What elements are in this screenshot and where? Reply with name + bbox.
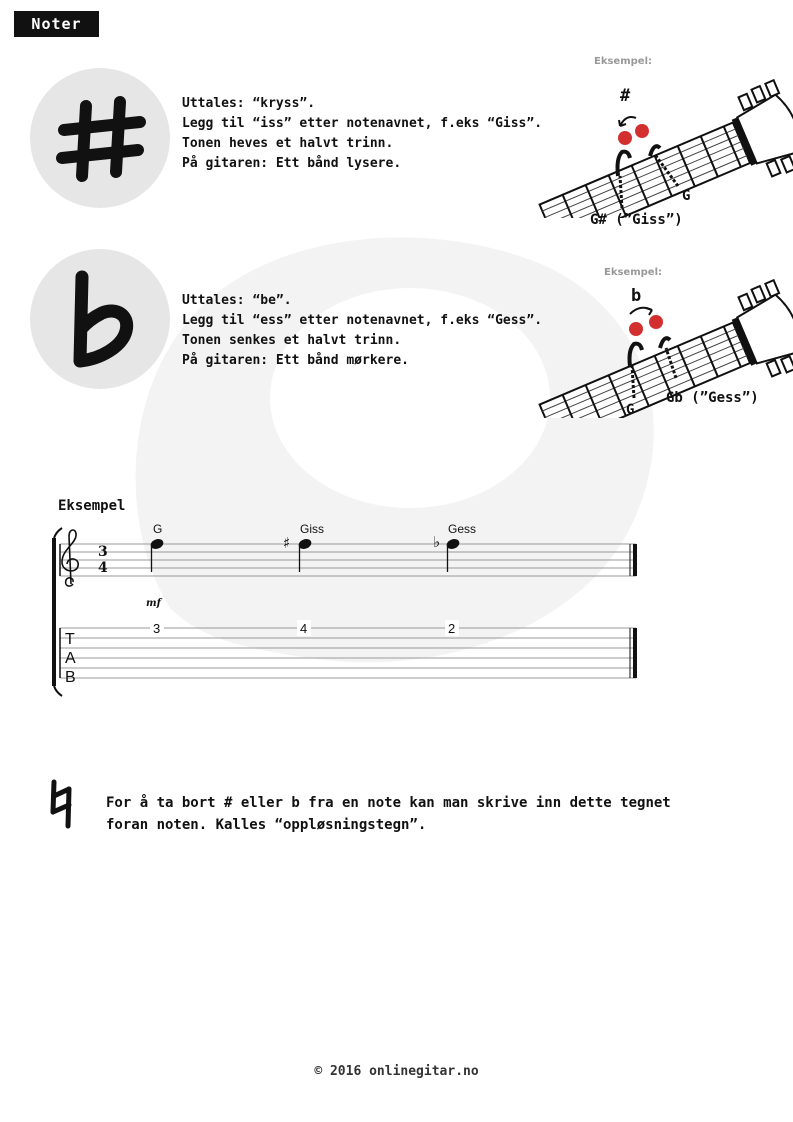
flat-line: Tonen senkes et halvt trinn. [182, 333, 402, 348]
sharp-accidental: ♯ [283, 534, 291, 552]
dynamic-marking: mf [146, 598, 161, 609]
flat-line: Legg til “ess” etter notenavnet, f.eks “Gess”. [182, 313, 543, 328]
note-name: Giss [300, 522, 324, 536]
flat-result-label: Gb (”Gess”) [666, 390, 759, 406]
copyright-footer: © 2016 onlinegitar.no [314, 1064, 479, 1079]
sharp-result-label: G# (”Giss”) [590, 212, 683, 228]
flat-line: Uttales: “be”. [182, 293, 292, 308]
tab-letter-b: B [65, 669, 76, 686]
time-signature-top: 3 [98, 544, 108, 560]
sharp-line: Tonen heves et halvt trinn. [182, 136, 394, 151]
sharp-accidental-label: # [620, 86, 631, 106]
guitar-neck-sharp-diagram [518, 58, 793, 218]
flat-icon [30, 249, 170, 389]
sharp-fret-label: G [682, 188, 691, 204]
sharp-example-label: Eksempel: [594, 56, 653, 67]
sharp-description [182, 94, 542, 174]
note-name: G [153, 522, 163, 536]
tab-fret-number: 2 [448, 621, 456, 636]
natural-icon [46, 778, 76, 830]
sharp-icon [30, 68, 170, 208]
flat-accidental-label: b [631, 286, 642, 306]
natural-description [106, 792, 671, 836]
staff-and-tab [40, 520, 660, 710]
sharp-circle [30, 68, 170, 208]
natural-line: foran noten. Kalles “oppløsningstegn”. [106, 817, 427, 833]
flat-circle [30, 249, 170, 389]
flat-line: På gitaren: Ett bånd mørkere. [182, 353, 409, 368]
section-tag: Noter [14, 11, 99, 37]
sharp-line: Legg til “iss” etter notenavnet, f.eks “Giss”. [182, 116, 543, 131]
natural-line: For å ta bort # eller b fra en note kan man skrive inn dette tegnet [106, 795, 671, 811]
sharp-line: Uttales: “kryss”. [182, 96, 316, 111]
flat-fret-label: G [626, 402, 635, 418]
flat-example-label: Eksempel: [604, 267, 663, 278]
tab-fret-number: 4 [300, 621, 308, 636]
note-name: Gess [448, 522, 477, 536]
notation-heading: Eksempel [58, 498, 126, 514]
flat-description [182, 291, 542, 371]
time-signature-bottom: 4 [98, 560, 108, 576]
sharp-line: På gitaren: Ett bånd lysere. [182, 156, 402, 171]
tab-letter-a: A [65, 650, 76, 667]
tab-letter-t: T [65, 631, 75, 648]
flat-accidental: ♭ [433, 533, 441, 551]
tab-fret-number: 3 [153, 621, 161, 636]
